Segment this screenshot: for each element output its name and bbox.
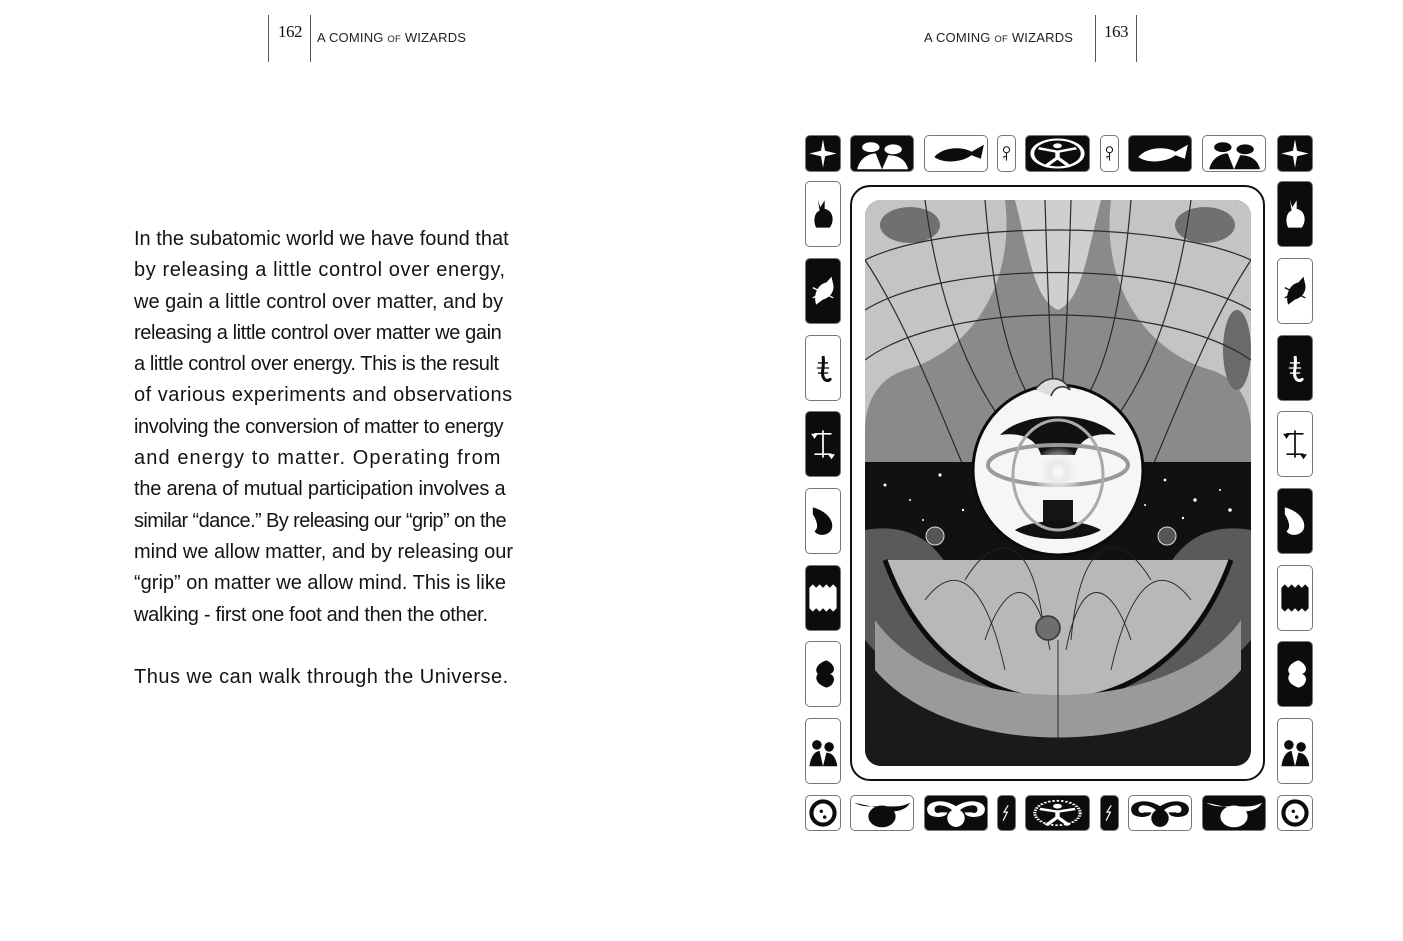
zodiac-tile [1277, 411, 1313, 477]
zodiac-tile [1277, 258, 1313, 324]
capricorn-icon [1278, 182, 1312, 246]
aries-icon [925, 796, 987, 830]
cancer-icon [1278, 642, 1312, 706]
page-number-right: 163 [1104, 22, 1128, 41]
star-icon [1278, 136, 1312, 171]
taurus-icon [1203, 796, 1265, 830]
running-title-part: A COMING [924, 30, 995, 45]
zodiac-tile [1277, 718, 1313, 784]
virgo-icon [806, 489, 840, 553]
text-line: of various experiments and observations [134, 384, 513, 407]
zodiac-tile [924, 135, 988, 172]
text-line: the arena of mutual participation involves a [134, 478, 506, 501]
header-rule-right-outer [1136, 15, 1137, 62]
sagittarius-icon [1278, 259, 1312, 323]
text-line: “grip” on matter we allow mind. This is like [134, 572, 506, 595]
leo-icon [1278, 566, 1312, 630]
ouroboros-icon [806, 796, 840, 830]
zodiac-tile [1277, 181, 1313, 247]
text-line: involving the conversion of matter to energy [134, 415, 504, 438]
zodiac-tile [1277, 641, 1313, 707]
ouroboros-icon [1278, 796, 1312, 830]
running-title-part: WIZARDS [401, 30, 467, 45]
sagittarius-icon [806, 259, 840, 323]
text-line: releasing a little control over matter we gain [134, 321, 502, 344]
zodiac-tile [805, 258, 841, 324]
cosmic-field-illustration [865, 200, 1251, 766]
capricorn-icon [806, 182, 840, 246]
running-title-part: WIZARDS [1008, 30, 1074, 45]
text-line: by releasing a little control over energy, [134, 259, 506, 282]
header-rule-right-inner [1095, 15, 1096, 62]
body-text [134, 224, 534, 693]
card-illustration [865, 200, 1251, 766]
zodiac-tile [1202, 795, 1266, 831]
pisces-icon [1129, 136, 1191, 171]
text-line: we gain a little control over matter, and by [134, 290, 504, 313]
zodiac-tile [997, 795, 1016, 831]
zodiac-tile [1128, 795, 1192, 831]
text-line: similar “dance.” By releasing our “grip” on the [134, 509, 506, 532]
text-line: and energy to matter. Operating from [134, 447, 502, 470]
zodiac-tile [805, 795, 841, 831]
libra-icon [1278, 412, 1312, 476]
zodiac-tile [850, 795, 914, 831]
running-title-part: A COMING [317, 30, 388, 45]
star-icon [806, 136, 840, 171]
vitruvian-man-icon [1026, 136, 1089, 171]
text-line: walking - first one foot and then the other. [134, 603, 488, 626]
lightning-icon [998, 796, 1015, 830]
page-number-left: 162 [278, 22, 302, 41]
zodiac-tile [1025, 135, 1090, 172]
lightning-icon [1101, 796, 1118, 830]
zodiac-tile [805, 488, 841, 554]
taurus-icon [851, 796, 913, 830]
zodiac-tile [1277, 565, 1313, 631]
cancer-icon [806, 642, 840, 706]
text-line: mind we allow matter, and by releasing our [134, 540, 514, 563]
virgo-icon [1278, 489, 1312, 553]
paragraph-gap [134, 631, 534, 662]
header-rule-left-inner [310, 15, 311, 62]
running-title-smallcaps: OF [994, 34, 1009, 45]
zodiac-tile [1025, 795, 1090, 831]
text-line: In the subatomic world we have found that [134, 228, 509, 250]
header-rule-left-outer [268, 15, 269, 62]
paragraph [134, 224, 534, 631]
zodiac-tile [1277, 135, 1313, 172]
scorpio-icon [1278, 336, 1312, 400]
zodiac-tile [805, 181, 841, 247]
zodiac-tile [1202, 135, 1266, 172]
pisces-icon [925, 136, 987, 171]
rose-icon [1101, 136, 1118, 171]
zodiac-tile [1277, 335, 1313, 401]
rose-icon [998, 136, 1015, 171]
running-title-smallcaps: OF [387, 34, 402, 45]
leo-icon [806, 566, 840, 630]
zodiac-tile [997, 135, 1016, 172]
libra-icon [806, 412, 840, 476]
zodiac-tile [805, 718, 841, 784]
gemini-icon [806, 719, 840, 783]
zodiac-tile [1128, 135, 1192, 172]
zodiac-tile [850, 135, 914, 172]
text-line: a little control over energy. This is the result [134, 353, 499, 376]
zodiac-tile [805, 565, 841, 631]
aries-icon [1129, 796, 1191, 830]
zodiac-tile [1277, 795, 1313, 831]
scorpio-icon [806, 336, 840, 400]
gemini-icon [1203, 136, 1265, 171]
zodiac-tile [805, 411, 841, 477]
zodiac-tile [805, 641, 841, 707]
running-title-right [924, 30, 1073, 45]
text-line: Thus we can walk through the Universe. [134, 666, 509, 689]
paragraph [134, 662, 534, 693]
zodiac-tile [924, 795, 988, 831]
zodiac-tile [805, 135, 841, 172]
gemini-icon [851, 136, 913, 171]
zodiac-tile [805, 335, 841, 401]
zodiac-tile [1277, 488, 1313, 554]
zodiac-tile [1100, 795, 1119, 831]
gemini-icon [1278, 719, 1312, 783]
sun-man-icon [1026, 796, 1089, 830]
running-title-left [317, 30, 466, 45]
zodiac-tile [1100, 135, 1119, 172]
